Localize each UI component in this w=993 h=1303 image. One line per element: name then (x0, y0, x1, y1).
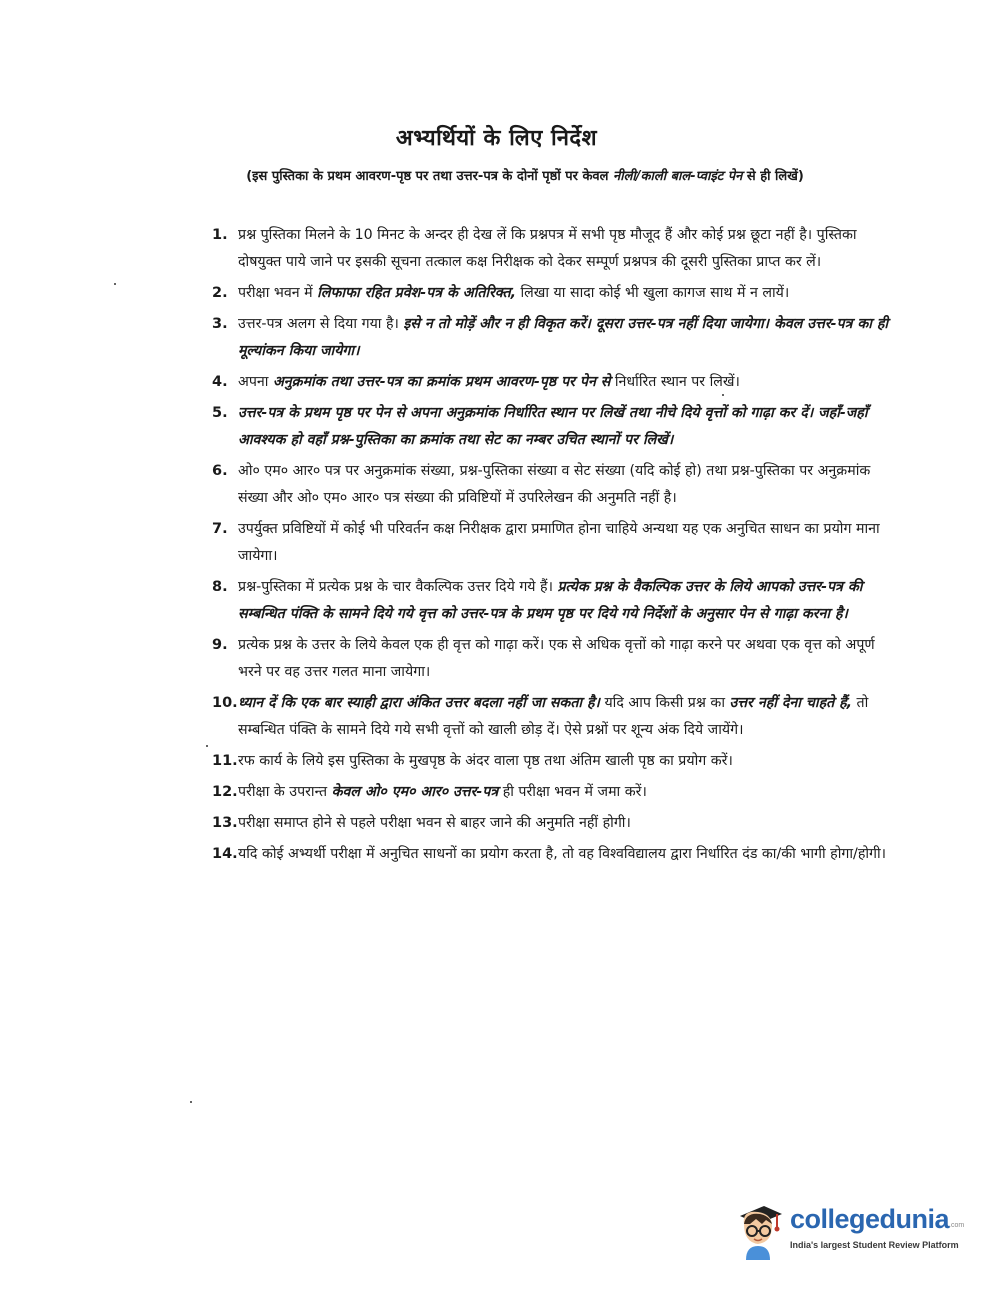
instruction-text (238, 316, 888, 359)
instruction-segment: यदि कोई अभ्यर्थी परीक्षा में अनुचित साधनों का प्रयोग करता है, तो वह विश्वविद्यालय द्वारा निर्धारित दंड का/की भागी होगा/होगी। (238, 846, 887, 862)
instruction-item (212, 369, 902, 396)
instruction-text (238, 815, 631, 831)
instruction-number: 4. (212, 374, 228, 390)
instruction-text (238, 846, 886, 862)
instruction-item (212, 690, 902, 744)
instruction-text (238, 753, 733, 769)
instruction-number: 13. (212, 815, 238, 831)
instruction-segment: उपर्युक्त प्रविष्टियों में कोई भी परिवर्तन कक्ष निरीक्षक द्वारा प्रमाणित होना चाहिये अन्यथा यह एक अनुचित साधन का प्रयोग माना जायेगा। (238, 521, 880, 564)
instruction-item (212, 400, 902, 454)
instruction-item (212, 810, 902, 837)
instruction-emphasis: उत्तर-पत्र के प्रथम पृष्ठ पर पेन से अपना अनुक्रमांक निर्धारित स्थान पर लिखें तथा नीचे दिये वृत्तों को गाढ़ा कर दें। जहाँ-जहाँ आवश्यक हो वहाँ प्रश्न-पुस्तिका का क्रमांक तथा सेट का नम्बर उचित स्थानों पर लिखें। (238, 405, 868, 448)
instruction-segment: प्रत्येक प्रश्न के उत्तर के लिये केवल एक ही वृत्त को गाढ़ा करें। एक से अधिक वृत्तों को गाढ़ा करने पर अथवा एक वृत्त को अपूर्ण भरने पर वह उत्तर गलत माना जायेगा। (238, 637, 875, 680)
student-mascot-icon (736, 1202, 782, 1260)
instruction-segment: ही परीक्षा भवन में जमा करें। (498, 784, 647, 800)
instruction-segment: रफ कार्य के लिये इस पुस्तिका के मुखपृष्ठ के अंदर वाला पृष्ठ तथा अंतिम खाली पृष्ठ का प्रयोग करें। (238, 753, 733, 769)
instruction-segment: परीक्षा समाप्त होने से पहले परीक्षा भवन से बाहर जाने की अनुमति नहीं होगी। (238, 815, 631, 831)
instruction-emphasis: उत्तर नहीं देना चाहते हैं, (729, 695, 853, 711)
instruction-emphasis: प्रत्येक प्रश्न के वैकल्पिक उत्तर के लिये आपको उत्तर-पत्र की सम्बन्धित पंक्ति के सामने दिये गये वृत्त को उत्तर-पत्र के प्रथम पृष्ठ पर दिये गये निर्देशों के अनुसार पेन से गाढ़ा करना है। (238, 579, 863, 622)
subtitle-after: से ही लिखें) (742, 169, 804, 184)
page-subtitle (150, 166, 900, 184)
scan-speck (722, 394, 724, 396)
instruction-number: 1. (212, 227, 228, 243)
instruction-item (212, 311, 902, 365)
instruction-text (238, 579, 862, 622)
instruction-segment: प्रश्न-पुस्तिका में प्रत्येक प्रश्न के चार वैकल्पिक उत्तर दिये गये हैं। (238, 579, 558, 595)
instruction-number: 3. (212, 316, 228, 332)
instruction-number: 5. (212, 405, 228, 421)
instruction-number: 10. (212, 695, 238, 711)
instruction-number: 7. (212, 521, 228, 537)
page-title: अभ्यर्थियों के लिए निर्देश (395, 126, 598, 151)
instruction-emphasis: अनुक्रमांक तथा उत्तर-पत्र का क्रमांक प्रथम आवरण-पृष्ठ पर पेन से (272, 374, 611, 390)
subtitle-before: (इस पुस्तिका के प्रथम आवरण-पृष्ठ पर तथा उत्तर-पत्र के दोनों पृष्ठों पर केवल (246, 169, 614, 184)
instruction-item (212, 458, 902, 512)
instruction-segment: उत्तर-पत्र अलग से दिया गया है। (238, 316, 404, 332)
instruction-number: 9. (212, 637, 228, 653)
instruction-item (212, 632, 902, 686)
scan-speck (114, 283, 116, 285)
instruction-list (212, 222, 902, 872)
instruction-emphasis: लिफाफा रहित प्रवेश-पत्र के अतिरिक्त, (317, 285, 516, 301)
instruction-text (238, 285, 789, 301)
instruction-segment: निर्धारित स्थान पर लिखें। (610, 374, 740, 390)
instruction-text (238, 374, 740, 390)
watermark-dotcom: .com (949, 1222, 965, 1229)
instruction-number: 14. (212, 846, 238, 862)
instruction-item (212, 748, 902, 775)
instruction-segment: लिखा या सादा कोई भी खुला कागज साथ में न लायें। (515, 285, 790, 301)
instruction-number: 12. (212, 784, 238, 800)
collegedunia-watermark (736, 1198, 976, 1268)
instruction-number: 6. (212, 463, 228, 479)
instruction-segment: यदि आप किसी प्रश्न का (599, 695, 730, 711)
instruction-segment: परीक्षा भवन में (238, 285, 318, 301)
instruction-item (212, 841, 902, 868)
watermark-tagline: India's largest Student Review Platform (790, 1240, 959, 1250)
instruction-emphasis: इसे न तो मोड़ें और न ही विकृत करें। दूसरा उत्तर-पत्र नहीं दिया जायेगा। केवल उत्तर-पत्र का ही मूल्यांकन किया जायेगा। (238, 316, 889, 359)
instruction-text (238, 637, 875, 680)
instruction-text (238, 521, 880, 564)
subtitle-emphasis: नीली/काली बाल-प्वाइंट पेन (613, 169, 743, 184)
instruction-segment: प्रश्न पुस्तिका मिलने के 10 मिनट के अन्दर ही देख लें कि प्रश्नपत्र में सभी पृष्ठ मौजूद हैं और कोई प्रश्न छूटा नहीं है। पुस्तिका दोषयुक्त पाये जाने पर इसकी सूचना तत्काल कक्ष निरीक्षक को देकर सम्पूर्ण प्रश्नपत्र की दूसरी पुस्तिका प्राप्त कर लें। (238, 227, 857, 270)
instruction-item (212, 516, 902, 570)
watermark-name: collegedunia (790, 1204, 950, 1234)
instruction-text (238, 227, 857, 270)
scan-speck (190, 1101, 192, 1103)
instruction-segment: ओ० एम० आर० पत्र पर अनुक्रमांक संख्या, प्रश्न-पुस्तिका संख्या व सेट संख्या (यदि कोई हो) तथा प्रश्न-पुस्तिका पर अनुक्रमांक संख्या और ओ० एम० आर० पत्र संख्या की प्रविष्टियों में उपरिलेखन की अनुमति नहीं है। (238, 463, 871, 506)
instruction-segment: तो सम्बन्धित पंक्ति के सामने दिये गये सभी वृत्तों को खाली छोड़ दें। ऐसे प्रश्नों पर शून्य अंक दिये जायेंगे। (238, 695, 869, 738)
instruction-item (212, 280, 902, 307)
instruction-number: 11. (212, 753, 238, 769)
instruction-item (212, 574, 902, 628)
instruction-text (238, 695, 868, 738)
instruction-text (238, 405, 868, 448)
scan-speck (206, 745, 208, 747)
instruction-segment: परीक्षा के उपरान्त (238, 784, 332, 800)
instruction-segment: अपना (238, 374, 273, 390)
instruction-emphasis: केवल ओ० एम० आर० उत्तर-पत्र (331, 784, 499, 800)
instruction-emphasis: ध्यान दें कि एक बार स्याही द्वारा अंकित उत्तर बदला नहीं जा सकता है। (238, 695, 600, 711)
instruction-number: 8. (212, 579, 228, 595)
instruction-number: 2. (212, 285, 228, 301)
instruction-text (238, 784, 647, 800)
instruction-item (212, 222, 902, 276)
instruction-text (238, 463, 870, 506)
instruction-item (212, 779, 902, 806)
